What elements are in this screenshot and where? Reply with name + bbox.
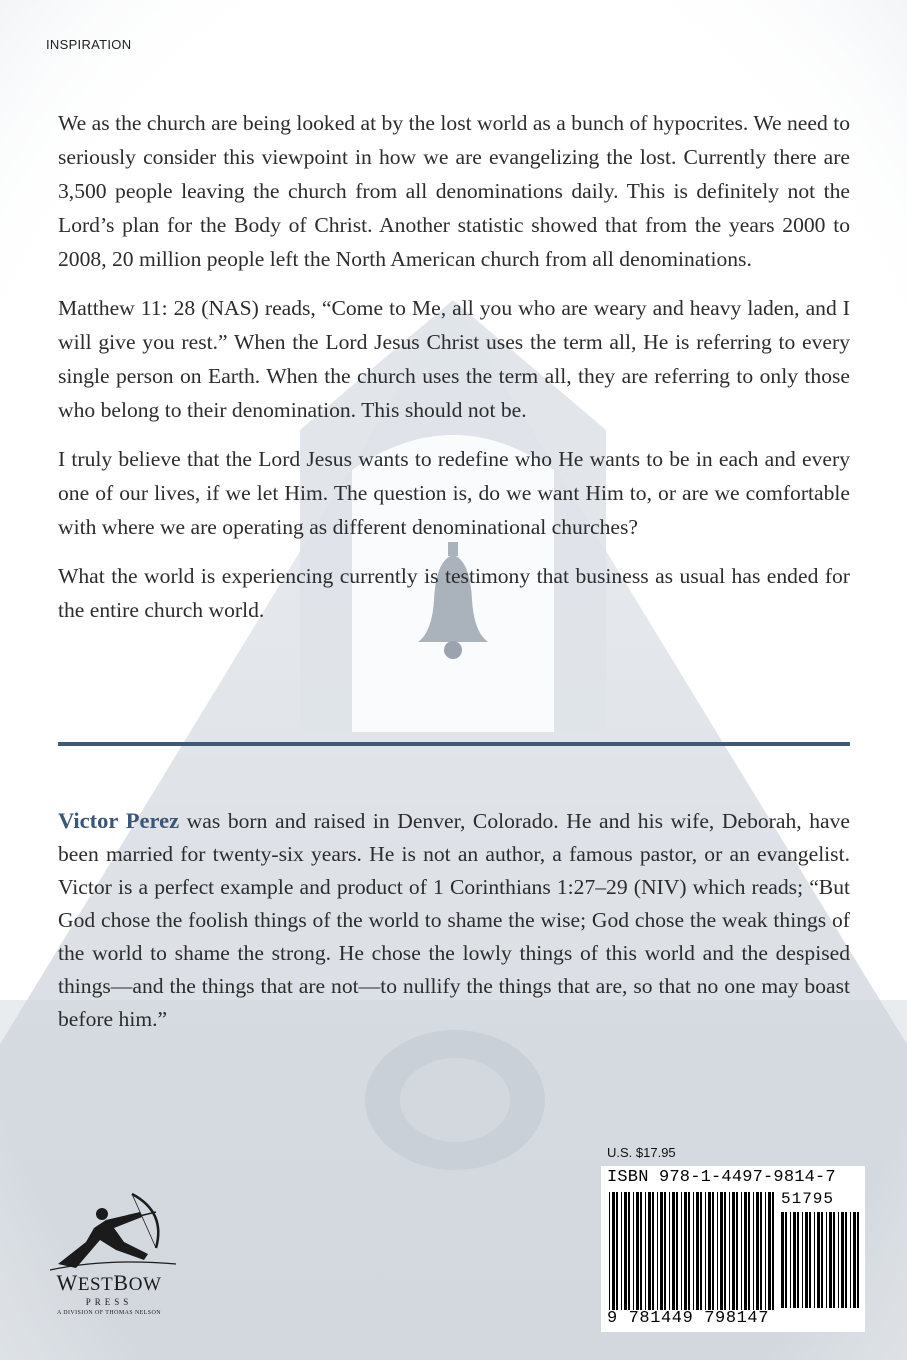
barcode-bar bbox=[814, 1212, 815, 1308]
barcode-bar bbox=[712, 1192, 714, 1310]
blurb-paragraph: We as the church are being looked at by the lost world as a bunch of hypocrites. We need to seriously consider this viewpoint in how we are evangelizing the lost. Currently there are 3,500 people leaving the church from all denominations daily. This is definitely not the Lord’s plan for the Body of Christ. Another statistic showed that from the years 2000 to 2008, 20 million people left the North American church from all denominations. bbox=[58, 111, 850, 271]
barcode-bar bbox=[805, 1212, 808, 1308]
barcode-bar bbox=[772, 1192, 774, 1310]
barcode-bar bbox=[664, 1192, 666, 1310]
barcode-bar bbox=[660, 1192, 663, 1310]
barcode-bar bbox=[736, 1192, 738, 1310]
barcode-bar bbox=[612, 1192, 615, 1310]
barcode-bar bbox=[793, 1212, 796, 1308]
barcode-bar bbox=[821, 1212, 823, 1308]
publisher-initial-w: W bbox=[56, 1270, 78, 1295]
barcode-bar bbox=[838, 1212, 839, 1308]
barcode-bar bbox=[826, 1212, 827, 1308]
barcode-bar bbox=[845, 1212, 847, 1308]
barcode-bar bbox=[636, 1192, 639, 1310]
author-name: Victor Perez bbox=[58, 808, 180, 833]
genre-label: INSPIRATION bbox=[46, 37, 132, 52]
barcode-bar bbox=[688, 1192, 690, 1310]
publisher-wordmark bbox=[34, 1270, 184, 1316]
ean-barcode bbox=[609, 1192, 777, 1310]
publisher-name-ow: OW bbox=[128, 1274, 162, 1295]
barcode-bar bbox=[717, 1192, 718, 1310]
blurb-paragraph: Matthew 11: 28 (NAS) reads, “Come to Me, all you who are weary and heavy laden, and I will give you rest.” When the Lord Jesus Christ uses the term all, He is referring to every single person on Earth. When the church uses the term all, they are referring to only those who belong to their denomination. This should not be. bbox=[58, 296, 850, 422]
price-addon-barcode bbox=[781, 1212, 861, 1308]
barcode-bar bbox=[797, 1212, 799, 1308]
blurb-paragraph: What the world is experiencing currently is testimony that business as usual has ended for the entire church world. bbox=[58, 564, 850, 622]
barcode-bar bbox=[624, 1192, 627, 1310]
barcode-bar bbox=[609, 1192, 610, 1310]
author-bio bbox=[58, 804, 850, 1036]
ean-digits: 9 781449 798147 bbox=[607, 1309, 770, 1328]
barcode-block bbox=[601, 1166, 865, 1332]
publisher-name-est: EST bbox=[77, 1274, 114, 1295]
barcode-bar bbox=[760, 1192, 762, 1310]
barcode-bar bbox=[732, 1192, 735, 1310]
barcode-bar bbox=[857, 1212, 859, 1308]
barcode-bar bbox=[724, 1192, 726, 1310]
barcode-bar bbox=[790, 1212, 791, 1308]
barcode-bar bbox=[802, 1212, 803, 1308]
publisher-division: A DIVISION OF THOMAS NELSON bbox=[56, 1310, 162, 1316]
barcode-bar bbox=[829, 1212, 832, 1308]
barcode-bar bbox=[696, 1192, 699, 1310]
barcode-bar bbox=[645, 1192, 646, 1310]
publisher-initial-b: B bbox=[113, 1270, 129, 1295]
barcode-bar bbox=[652, 1192, 654, 1310]
barcode-bar bbox=[669, 1192, 670, 1310]
barcode-bar bbox=[693, 1192, 694, 1310]
barcode-bar bbox=[681, 1192, 682, 1310]
barcode-bar bbox=[841, 1212, 844, 1308]
barcode-bar bbox=[676, 1192, 678, 1310]
barcode-bar bbox=[633, 1192, 634, 1310]
barcode-bar bbox=[785, 1212, 787, 1308]
barcode-bar bbox=[853, 1212, 856, 1308]
barcode-bar bbox=[817, 1212, 820, 1308]
barcode-bar bbox=[621, 1192, 622, 1310]
publisher-press: PRESS bbox=[85, 1297, 133, 1307]
barcode-bar bbox=[833, 1212, 835, 1308]
barcode-bar bbox=[616, 1192, 618, 1310]
barcode-bar bbox=[850, 1212, 851, 1308]
barcode-bar bbox=[729, 1192, 730, 1310]
barcode-bar bbox=[628, 1192, 630, 1310]
author-bio-text: was born and raised in Denver, Colorado. He and his wife, Deborah, have been married for twenty-six years. He is not an author, a famous pastor, or an evangelist. Victor is a perfect example and product of 1 Corinthians 1:27–29 (NIV) which reads; “But God chose the foolish things of the world to shame the wise; God chose the weak things of the world to shame the strong. He chose the lowly things of this world and the despised things—and the things that are not—to nullify the things that are, so that no one may boast before him.” bbox=[58, 809, 850, 1031]
barcode-bar bbox=[640, 1192, 642, 1310]
barcode-bar bbox=[756, 1192, 759, 1310]
addon-digits: 51795 bbox=[781, 1190, 835, 1208]
isbn-text: ISBN 978-1-4497-9814-7 bbox=[607, 1168, 836, 1187]
barcode-bar bbox=[741, 1192, 742, 1310]
barcode-bar bbox=[748, 1192, 750, 1310]
barcode-bar bbox=[648, 1192, 651, 1310]
barcode-bar bbox=[765, 1192, 766, 1310]
barcode-bar bbox=[672, 1192, 675, 1310]
barcode-bar bbox=[657, 1192, 658, 1310]
barcode-bar bbox=[708, 1192, 711, 1310]
barcode-bar bbox=[781, 1212, 784, 1308]
barcode-bar bbox=[720, 1192, 723, 1310]
back-cover-blurb bbox=[58, 106, 850, 642]
barcode-bar bbox=[809, 1212, 811, 1308]
barcode-bar bbox=[768, 1192, 771, 1310]
barcode-bar bbox=[753, 1192, 754, 1310]
blurb-paragraph: I truly believe that the Lord Jesus wants to redefine who He wants to be in each and every one of our lives, if we let Him. The question is, do we want Him to, or are we comfortable with where we are operating as different denominational churches? bbox=[58, 447, 850, 539]
barcode-bar bbox=[744, 1192, 747, 1310]
barcode-bar bbox=[684, 1192, 687, 1310]
section-divider bbox=[58, 742, 850, 746]
barcode-bar bbox=[700, 1192, 702, 1310]
barcode-bar bbox=[705, 1192, 706, 1310]
price-label: U.S. $17.95 bbox=[607, 1145, 676, 1160]
